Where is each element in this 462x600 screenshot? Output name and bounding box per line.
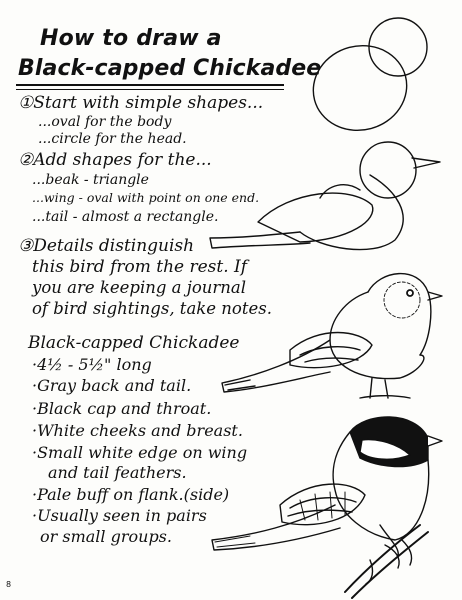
- page-number: 8: [6, 580, 12, 589]
- notes-item-5: ·Small white edge on wing: [32, 443, 248, 462]
- step2-heading: ②Add shapes for the...: [18, 150, 212, 170]
- step2-line-1: ...beak - triangle: [32, 172, 149, 188]
- step1-line-2: ...circle for the head.: [38, 131, 187, 147]
- step2-line-2: ...wing - oval with point on one end.: [32, 190, 260, 205]
- title-line-1: How to draw a: [40, 26, 222, 51]
- notes-item-5-cont: and tail feathers.: [48, 463, 187, 482]
- step3-line-2: this bird from the rest. If: [32, 257, 248, 277]
- notes-item-3: ·Black cap and throat.: [32, 399, 212, 418]
- step1-line-1: ...oval for the body: [38, 114, 172, 130]
- step3-line-4: of bird sightings, take notes.: [32, 299, 272, 318]
- notes-heading: Black-capped Chickadee: [28, 333, 240, 353]
- bird-sketch-icon: [222, 274, 442, 398]
- step1-heading: ①Start with simple shapes...: [18, 93, 264, 113]
- step3-line-3: you are keeping a journal: [32, 278, 247, 297]
- oval-and-circle-icon: [304, 18, 427, 141]
- title-line-2: Black-capped Chickadee: [18, 56, 322, 81]
- chickadee-icon: [212, 417, 442, 598]
- notes-item-1: ·4½ - 5½" long: [32, 355, 152, 374]
- notes-item-2: ·Gray back and tail.: [32, 376, 192, 395]
- notes-item-7-cont: or small groups.: [40, 527, 172, 546]
- notes-item-6: ·Pale buff on flank.(side): [32, 485, 230, 504]
- bird-outline-icon: [210, 142, 440, 250]
- notes-item-4: ·White cheeks and breast.: [32, 421, 243, 440]
- step3-line-1: ③Details distinguish: [18, 236, 195, 256]
- step2-line-3: ...tail - almost a rectangle.: [32, 209, 219, 225]
- notes-item-7: ·Usually seen in pairs: [32, 506, 207, 525]
